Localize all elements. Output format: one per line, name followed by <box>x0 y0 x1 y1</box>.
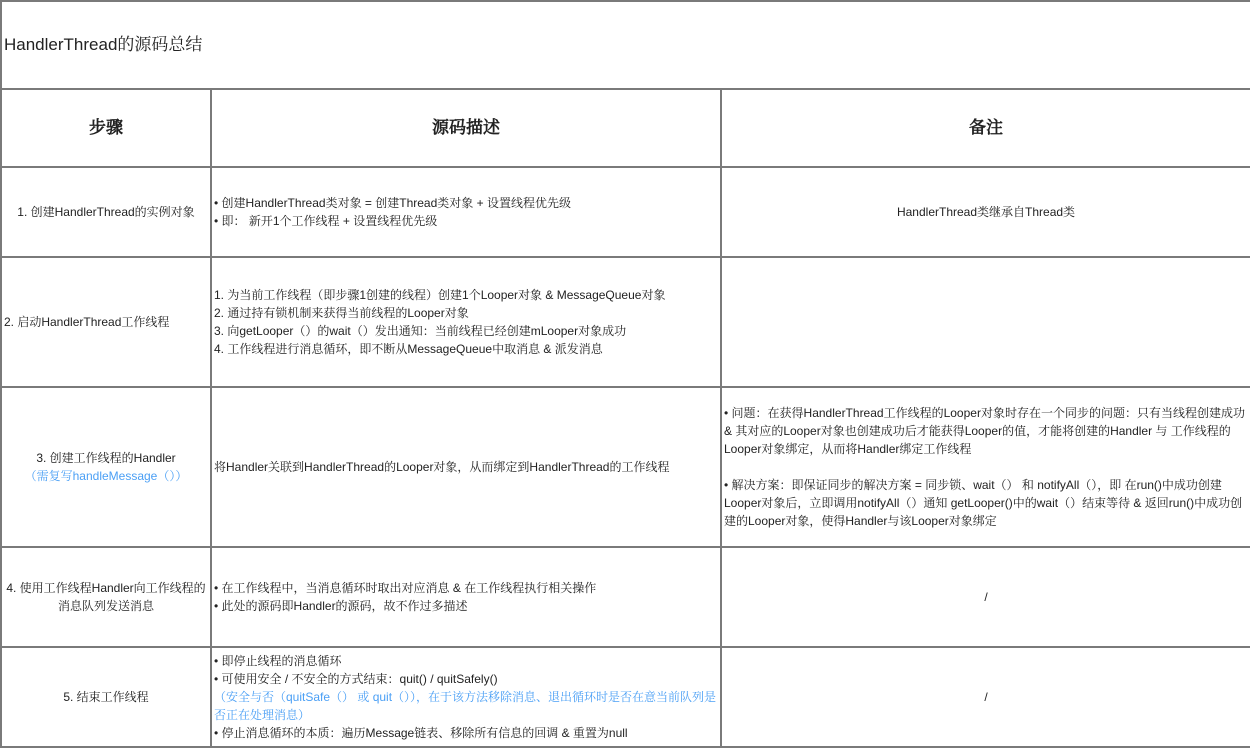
desc-line: 4. 工作线程进行消息循环，即不断从MessageQueue中取消息 & 派发消息 <box>214 342 603 356</box>
note-cell <box>721 257 1250 387</box>
desc-line: 2. 通过持有锁机制来获得当前线程的Looper对象 <box>214 306 469 320</box>
note-line: • 解决方案：即保证同步的解决方案 = 同步锁、wait（） 和 notifyAll（），即 在run()中成功创建Looper对象后，立即调用notifyAll（）通知 getLooper()中的wait（）结束等待 & 返回run()中成功创建的Looper对象，使得Handler与该Looper对象绑定 <box>724 478 1243 528</box>
step-cell: 1. 创建HandlerThread的实例对象 <box>1 167 211 257</box>
desc-line: • 可使用安全 / 不安全的方式结束：quit() / quitSafely() <box>214 672 498 686</box>
header-description: 源码描述 <box>211 89 721 167</box>
table-row <box>1 257 1250 387</box>
header-note: 备注 <box>721 89 1250 167</box>
header-step: 步骤 <box>1 89 211 167</box>
step-label: 3. 创建工作线程的Handler <box>36 451 176 465</box>
step-cell <box>1 387 211 547</box>
desc-cell <box>211 257 721 387</box>
desc-line: 3. 向getLooper（）的wait（）发出通知：当前线程已经创建mLooper对象成功 <box>214 324 627 338</box>
desc-note-line: （安全与否（quitSafe（） 或 quit（）），在于该方法移除消息、退出循环时是否在意当前队列是否正在处理消息） <box>214 690 717 722</box>
step-note: （需复写handleMessage（）） <box>24 469 188 483</box>
desc-line: • 即： 新开1个工作线程 + 设置线程优先级 <box>214 214 438 228</box>
desc-cell <box>211 647 721 747</box>
note-line: • 问题：在获得HandlerThread工作线程的Looper对象时存在一个同步的问题：只有当线程创建成功 & 其对应的Looper对象也创建成功后才能获得Looper的值，才能将创建的Handler 与 工作线程的Looper对象绑定，从而将Handler绑定工作线程 <box>724 406 1245 456</box>
table-row <box>1 167 1250 257</box>
note-cell <box>721 547 1250 647</box>
desc-line: • 在工作线程中，当消息循环时取出对应消息 & 在工作线程执行相关操作 <box>214 581 597 595</box>
desc-line: 将Handler关联到HandlerThread的Looper对象，从而绑定到HandlerThread的工作线程 <box>214 460 670 474</box>
table-title: HandlerThread的源码总结 <box>1 1 1250 89</box>
note-line: / <box>984 590 988 604</box>
table-row <box>1 387 1250 547</box>
desc-cell <box>211 387 721 547</box>
note-line: HandlerThread类继承自Thread类 <box>896 205 1076 219</box>
table-row <box>1 647 1250 747</box>
step-cell: 2. 启动HandlerThread工作线程 <box>1 257 211 387</box>
desc-line: 1. 为当前工作线程（即步骤1创建的线程）创建1个Looper对象 & MessageQueue对象 <box>214 288 666 302</box>
desc-line: • 即停止线程的消息循环 <box>214 654 342 668</box>
note-line: / <box>984 690 988 704</box>
note-cell <box>721 647 1250 747</box>
note-cell <box>721 387 1250 547</box>
desc-line: • 创建HandlerThread类对象 = 创建Thread类对象 + 设置线程优先级 <box>214 196 571 210</box>
table-row <box>1 547 1250 647</box>
step-cell: 4. 使用工作线程Handler向工作线程的消息队列发送消息 <box>1 547 211 647</box>
step-cell: 5. 结束工作线程 <box>1 647 211 747</box>
desc-line: • 此处的源码即Handler的源码，故不作过多描述 <box>214 599 468 613</box>
note-cell <box>721 167 1250 257</box>
desc-line: • 停止消息循环的本质：遍历Message链表、移除所有信息的回调 & 重置为null <box>214 726 628 740</box>
desc-cell <box>211 167 721 257</box>
desc-cell <box>211 547 721 647</box>
